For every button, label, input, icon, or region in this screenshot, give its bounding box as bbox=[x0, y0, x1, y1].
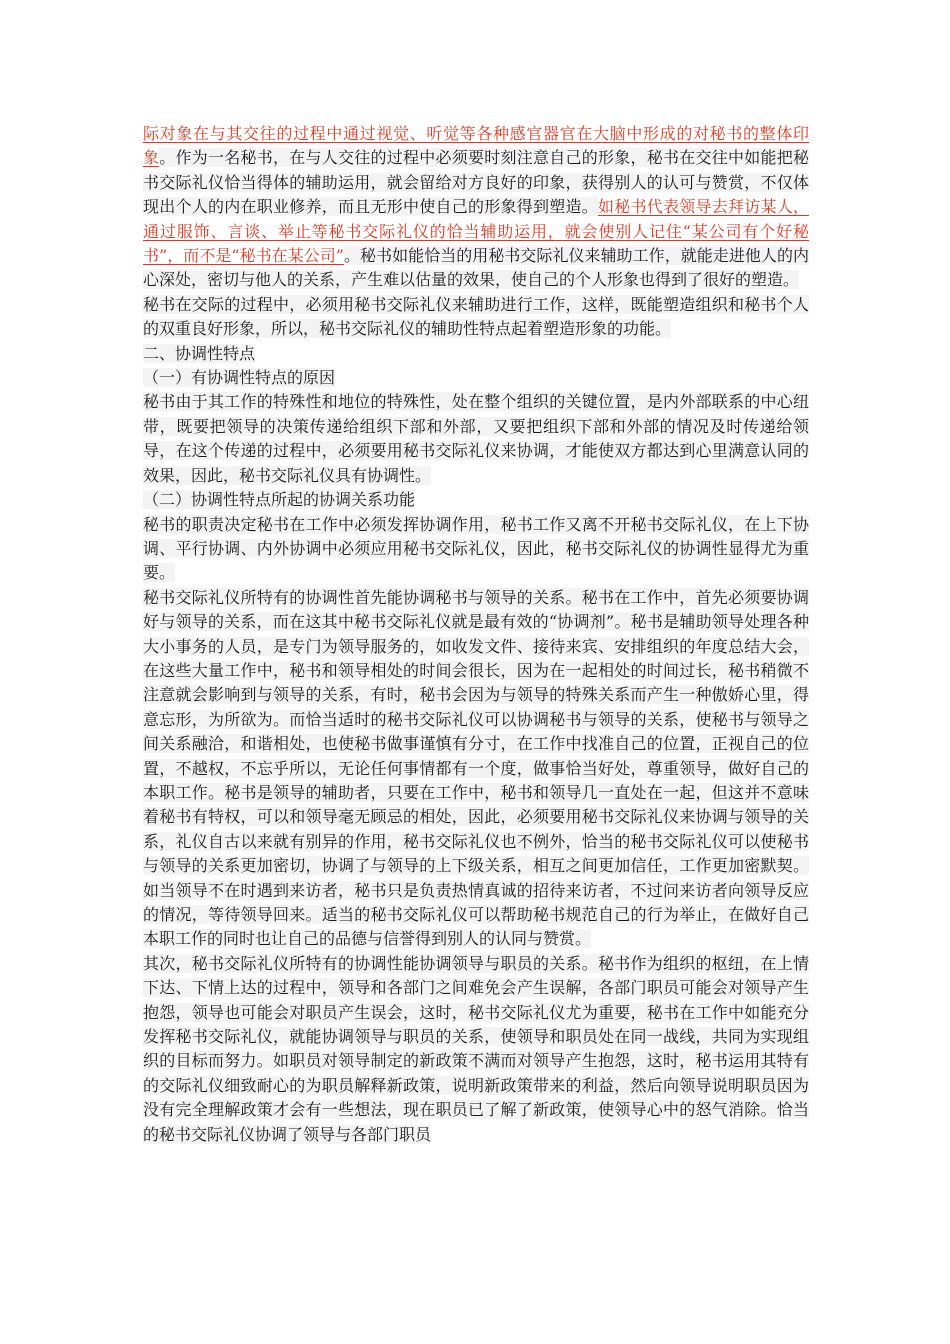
paragraph-reason bbox=[143, 390, 809, 488]
subsection-heading-text: （二）协调性特点所起的协调关系功能 bbox=[143, 490, 416, 510]
paragraph-text: 。秘书如能恰当的用秘书交际礼仪来辅助工作，就能走进他人的内心深处，密切与他人的关系，产生难以估量的效果，使自己的个人形象也得到了很好的塑造。 bbox=[143, 246, 809, 290]
paragraph-text: 秘书的职责决定秘书在工作中必须发挥协调作用，秘书工作又离不开秘书交际礼仪，在上下协调、平行协调、内外协调中必须应用秘书交际礼仪，因此，秘书交际礼仪的协调性显得尤为重要。 bbox=[143, 514, 809, 583]
paragraph-staff-relation bbox=[143, 952, 809, 1147]
subsection-heading-text: （一）有协调性特点的原因 bbox=[143, 368, 336, 388]
paragraph-leader-relation bbox=[143, 586, 809, 952]
paragraph-text: 秘书在交际的过程中，必须用秘书交际礼仪来辅助进行工作，这样，既能塑造组织和秘书个人的双重良好形象，所以，秘书交际礼仪的辅助性特点起着塑造形象的功能。 bbox=[143, 294, 809, 339]
paragraph-image-shaping bbox=[143, 122, 809, 293]
underlined-red-text: 际对象在与其交往的过程中通过视觉、听觉等各种感官器官在大脑中形成的对秘书的整体印象 bbox=[143, 124, 809, 168]
paragraph-text: 。作为一名秘书，在与人交往的过程中必须要时刻注意自己的形象，秘书在交往中如能把秘书交际礼仪恰当得体的辅助运用，就会留给对方良好的印象，获得别人的认可与赞赏，不仅体现出个人的内在职业修养，而且无形中使自己的形象得到塑造。 bbox=[143, 148, 809, 217]
section-heading-text: 二、协调性特点 bbox=[143, 343, 256, 363]
paragraph-text: 其次，秘书交际礼仪所特有的协调性能协调领导与职员的关系。秘书作为组织的枢纽，在上情下达、下情上达的过程中，领导和各部门之间难免会产生误解，各部门职员可能会对领导产生抱怨，领导也可能会对职员产生误会，这时，秘书交际礼仪尤为重要，秘书在工作中如能充分发挥秘书交际礼仪，就能协调领导与职员的关系，使领导和职员处在同一战线，共同为实现组织的目标而努力。如职员对领导制定的新政策不满而对领导产生抱怨，这时，秘书运用其特有的交际礼仪细致耐心的为职员解释新政策，说明新政策带来的利益，然后向领导说明职员因为没有完全理解政策才会有一些想法，现在职员已了解了新政策，使领导心中的怒气消除。恰当的秘书交际礼仪协调了领导与各部门职员 bbox=[143, 953, 809, 1144]
subsection-heading bbox=[143, 488, 809, 512]
underlined-red-text: 如秘书代表领导去拜访某人，通过服饰、言谈、举止等秘书交际礼仪的恰当辅助运用，就会使别人记住“某公司有个好秘书”，而不是“秘书在某公司” bbox=[143, 197, 809, 266]
section-heading bbox=[143, 342, 809, 366]
paragraph-text: 秘书交际礼仪所特有的协调性首先能协调秘书与领导的关系。秘书在工作中，首先必须要协调好与领导的关系，而在这其中秘书交际礼仪就是最有效的“协调剂”。秘书是辅助领导处理各种大小事务的人员，是专门为领导服务的，如收发文件、接待来宾、安排组织的年度总结大会，在这些大量工作中，秘书和领导相处的时间会很长，因为在一起相处的时间过长，秘书稍微不注意就会影响到与领导的关系，有时，秘书会因为与领导的特殊关系而产生一种傲娇心里，得意忘形，为所欲为。而恰当适时的秘书交际礼仪可以协调秘书与领导的关系，使秘书与领导之间关系融洽，和谐相处，也使秘书做事谨慎有分寸，在工作中找准自己的位置，正视自己的位置，不越权，不忘乎所以，无论任何事情都有一个度，做事恰当好处，尊重领导，做好自己的本职工作。秘书是领导的辅助者，只要在工作中，秘书和领导几一直处在一起，但这并不意味着秘书有特权，可以和领导毫无顾忌的相处，因此，必须要用秘书交际礼仪来协调与领导的关系，礼仪自古以来就有别异的作用，秘书交际礼仪也不例外，恰当的秘书交际礼仪可以使秘书与领导的关系更加密切，协调了与领导的上下级关系，相互之间更加信任，工作更加密默契。如当领导不在时遇到来访者，秘书只是负责热情真诚的招待来访者，不过问来访者向领导反应的情况，等待领导回来。适当的秘书交际礼仪可以帮助秘书规范自己的行为举止，在做好自己本职工作的同时也让自己的品德与信誉得到别人的认同与赞赏。 bbox=[143, 587, 809, 949]
subsection-heading bbox=[143, 366, 809, 390]
paragraph-text: 秘书由于其工作的特殊性和地位的特殊性，处在整个组织的关键位置，是内外部联系的中心纽带，既要把领导的决策传递给组织下部和外部，又要把组织下部和外部的情况及时传递给领导，在这个传递的过程中，必须要用秘书交际礼仪来协调，才能使双方都达到心里满意认同的效果，因此，秘书交际礼仪具有协调性。 bbox=[143, 392, 809, 485]
paragraph-duty bbox=[143, 513, 809, 586]
paragraph-summary bbox=[143, 293, 809, 342]
document-body bbox=[143, 122, 809, 1147]
